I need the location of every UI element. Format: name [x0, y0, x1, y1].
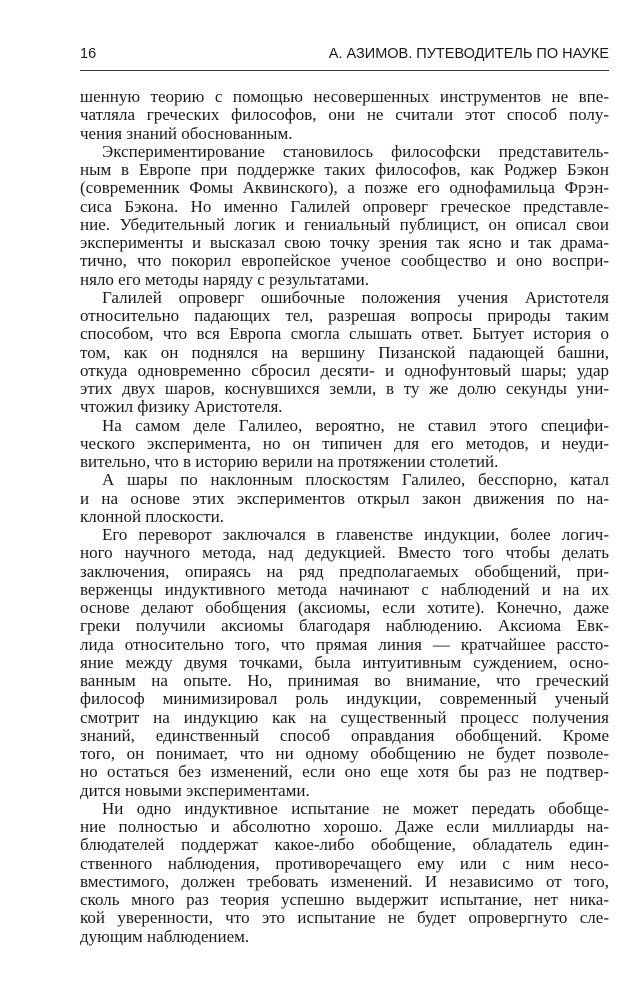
text-line: чатляла греческих философов, они не считали этот способ полу-	[80, 105, 609, 125]
text-line: Ни одно индуктивное испытание не может передать обобще-	[102, 798, 609, 818]
paragraph	[80, 417, 609, 472]
text-line: откуда одновременно сбросил десяти- и однофунтовый шары; удар	[80, 360, 609, 380]
text-line: чения знаний обоснованным.	[80, 123, 293, 143]
text-line: верженцы индуктивного метода начинают с наблюдений и на их	[80, 579, 609, 599]
running-header	[80, 46, 609, 71]
text-line: Его переворот заключался в главенстве индукции, более логич-	[102, 525, 609, 544]
text-line: относительно падающих тел, разрешая вопросы природы таким	[80, 306, 609, 325]
text-line: смотрит на индукцию как на существенный процесс получения	[80, 707, 609, 727]
text-line: ственного наблюдения, противоречащего ему или с ним несо-	[80, 853, 609, 873]
text-line: дится новыми экспериментами.	[80, 780, 310, 800]
text-line: того, он понимает, что ни одному обобщению не будет позволе-	[80, 744, 609, 763]
text-line: том, как он поднялся на вершину Пизанской падающей башни,	[80, 342, 609, 362]
text-line: ние. Убедительный логик и гениальный публицист, он описал свои	[80, 214, 609, 234]
text-line: тично, что покорил европейское ученое сообщество и оно воспри-	[80, 251, 609, 271]
text-line: вместимого, должен требовать изменений. И независимо от того,	[80, 871, 609, 891]
paragraph	[80, 143, 609, 289]
paragraph	[80, 800, 609, 946]
text-line: сколь много раз теория успешно выдержит испытание, нет ника-	[80, 890, 609, 909]
text-line: сиса Бэкона. Но именно Галилей опроверг греческое представле-	[80, 196, 609, 216]
page-body	[80, 88, 609, 946]
text-line: Галилей опроверг ошибочные положения учения Аристотеля	[102, 287, 609, 307]
text-line: блюдателей поддержат какое-либо обобщение, обладатель един-	[80, 835, 609, 855]
paragraph	[80, 471, 609, 526]
text-line: кой уверенности, что это испытание не будет опровергнуто сле-	[80, 908, 609, 928]
text-line: Экспериментирование становилось философски представитель-	[102, 141, 609, 161]
text-line: эксперименты и высказал свою точку зрения так ясно и так драма-	[80, 233, 609, 252]
text-line: но остаться без изменений, если оно еще хотя бы раз не подтвер-	[80, 762, 609, 782]
running-title: А. АЗИМОВ. ПУТЕВОДИТЕЛЬ ПО НАУКЕ	[328, 46, 609, 62]
text-line: философ минимизировал роль индукции, современный ученый	[80, 689, 609, 709]
text-line: яние между двумя точками, была интуитивным суждением, осно-	[80, 652, 609, 672]
text-line: знаний, единственный способ оправдания обобщений. Кроме	[80, 725, 609, 745]
text-line: ным в Европе при поддержке таких философов, как Роджер Бэкон	[80, 160, 609, 179]
text-line: греки получили аксиомы благодаря наблюдению. Аксиома Евк-	[80, 616, 609, 636]
text-line: дующим наблюдением.	[80, 926, 250, 946]
page-number: 16	[80, 46, 97, 62]
text-line: А шары по наклонным плоскостям Галилео, бесспорно, катал	[102, 470, 609, 490]
text-line: ние полностью и абсолютно хорошо. Даже если миллиарды на-	[80, 817, 609, 836]
paragraph	[80, 289, 609, 417]
text-line: На самом деле Галилео, вероятно, не ставил этого специфи-	[102, 415, 609, 435]
paragraph	[80, 526, 609, 800]
text-line: лида относительно того, что прямая линия — кратчайшее рассто-	[80, 634, 609, 654]
text-line: шенную теорию с помощью несовершенных инструментов не впе-	[80, 87, 609, 106]
text-line: вительно, что в историю верили на протяжении столетий.	[80, 452, 499, 471]
text-line: ванным на опыте. Но, принимая во внимание, что греческий	[80, 671, 609, 690]
paragraph	[80, 88, 609, 143]
text-line: способом, что вся Европа смогла слышать ответ. Бытует история о	[80, 324, 609, 344]
text-line: ческого эксперимента, но он типичен для его методов, и неуди-	[80, 433, 609, 453]
text-line: ного научного метода, над дедукцией. Вместо того чтобы делать	[80, 543, 609, 563]
text-line: этих двух шаров, коснувшихся земли, в ту же долю секунды уни-	[80, 379, 609, 398]
text-line: няло его методы наряду с результатами.	[80, 269, 369, 289]
text-line: клонной плоскости.	[80, 506, 224, 526]
text-line: и на основе этих экспериментов открыл закон движения по на-	[80, 488, 609, 508]
text-line: заключения, опираясь на ряд предполагаемых обобщений, при-	[80, 561, 609, 581]
text-line: (современник Фомы Аквинского), а позже его однофамильца Фрэн-	[80, 178, 609, 198]
text-line: чтожил физику Аристотеля.	[80, 397, 283, 417]
text-line: основе делают обобщения (аксиомы, если хотите). Конечно, даже	[80, 598, 609, 617]
